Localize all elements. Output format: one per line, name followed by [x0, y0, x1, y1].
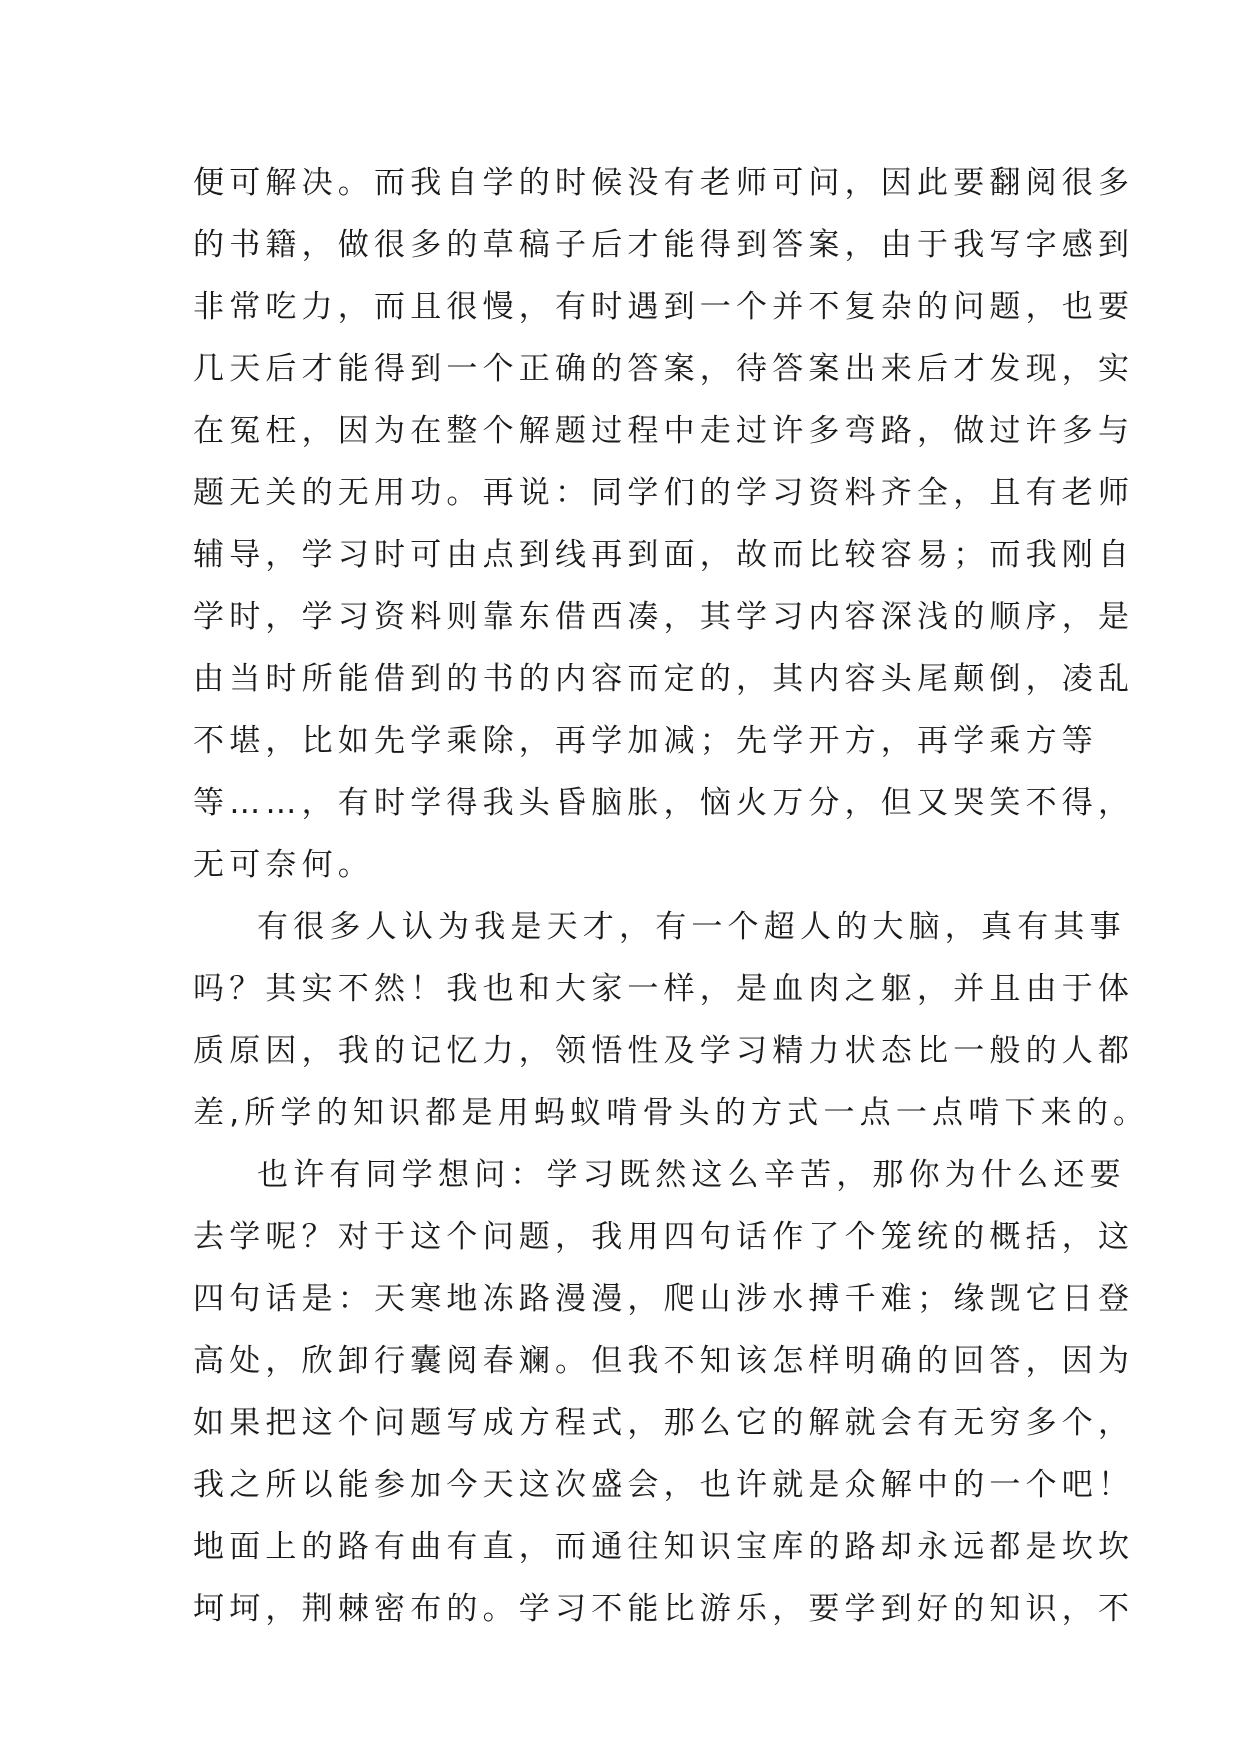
text-line: 也许有同学想问：学习既然这么辛苦，那你为什么还要	[257, 1157, 1126, 1193]
paragraph-2	[193, 896, 1150, 1144]
text-line: 学时，学习资料则靠东借西凑，其学习内容深浅的顺序，是	[193, 599, 1135, 635]
text-line: 我之所以能参加今天这次盛会，也许就是众解中的一个吧！	[193, 1467, 1135, 1503]
text-line: 有很多人认为我是天才，有一个超人的大脑，真有其事	[257, 909, 1126, 945]
text-line: 如果把这个问题写成方程式，那么它的解就会有无穷多个，	[193, 1405, 1135, 1441]
text-line: 由当时所能借到的书的内容而定的，其内容头尾颠倒，凌乱	[193, 661, 1135, 697]
text-line: 非常吃力，而且很慢，有时遇到一个并不复杂的问题，也要	[193, 289, 1135, 325]
text-line: 高处，欣卸行囊阅春斓。但我不知该怎样明确的回答，因为	[193, 1343, 1135, 1379]
body-text	[193, 152, 1150, 1640]
text-line: 差,所学的知识都是用蚂蚁啃骨头的方式一点一点啃下来的。	[193, 1095, 1150, 1131]
text-line: 题无关的无用功。再说：同学们的学习资料齐全，且有老师	[193, 475, 1135, 511]
text-line: 便可解决。而我自学的时候没有老师可问，因此要翻阅很多	[193, 165, 1135, 201]
text-line: 不堪，比如先学乘除，再学加减；先学开方，再学乘方等	[193, 723, 1098, 759]
text-line: 几天后才能得到一个正确的答案，待答案出来后才发现，实	[193, 351, 1135, 387]
text-line: 无可奈何。	[193, 847, 374, 883]
text-line: 的书籍，做很多的草稿子后才能得到答案，由于我写字感到	[193, 227, 1135, 263]
text-line: 坷坷，荆棘密布的。学习不能比游乐，要学到好的知识，不	[193, 1591, 1135, 1627]
text-line: 质原因，我的记忆力，领悟性及学习精力状态比一般的人都	[193, 1033, 1135, 1069]
paragraph-3	[193, 1144, 1135, 1640]
text-line: 吗？其实不然！我也和大家一样，是血肉之躯，并且由于体	[193, 971, 1135, 1007]
text-line: 去学呢？对于这个问题，我用四句话作了个笼统的概括，这	[193, 1219, 1135, 1255]
text-line: 在冤枉，因为在整个解题过程中走过许多弯路，做过许多与	[193, 413, 1135, 449]
text-line: 地面上的路有曲有直，而通往知识宝库的路却永远都是坎坎	[193, 1529, 1135, 1565]
text-line: 辅导，学习时可由点到线再到面，故而比较容易；而我刚自	[193, 537, 1135, 573]
text-line: 四句话是：天寒地冻路漫漫，爬山涉水搏千难；缘觊它日登	[193, 1281, 1135, 1317]
text-line: 等……，有时学得我头昏脑胀，恼火万分，但又哭笑不得，	[193, 785, 1135, 821]
paragraph-1	[193, 152, 1135, 896]
